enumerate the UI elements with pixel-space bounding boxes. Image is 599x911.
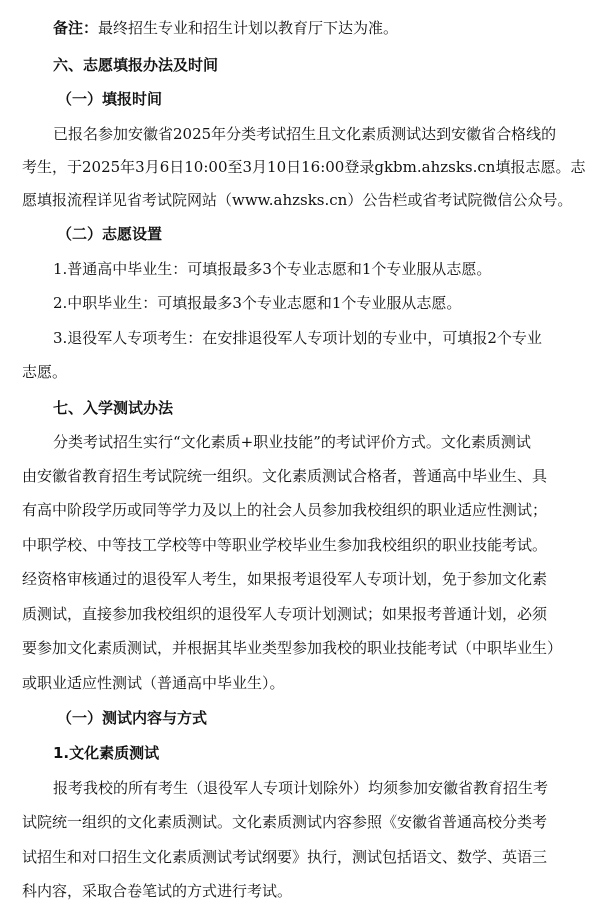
paragraph-line: 经资格审核通过的退役军人考生，如果报考退役军人专项计划，免于参加文化素 [22, 570, 548, 588]
paragraph-line: 有高中阶段学历或同等学力及以上的社会人员参加我校组织的职业适应性测试； [22, 501, 548, 519]
section6-sub1-heading: （一）填报时间 [57, 90, 163, 108]
section7-item1-heading: 1.文化素质测试 [53, 744, 160, 762]
list-item: 2.中职毕业生：可填报最多3个专业志愿和1个专业服从志愿。 [53, 294, 462, 312]
section7-sub1-heading: （一）测试内容与方式 [57, 709, 208, 727]
note-label: 备注： [53, 19, 99, 37]
list-item-continuation: 志愿。 [22, 363, 68, 381]
paragraph-line: 分类考试招生实行“文化素质+职业技能”的考试评价方式。文化素质测试 [53, 433, 531, 451]
section6-heading: 六、志愿填报办法及时间 [53, 56, 219, 74]
paragraph-line: 报考我校的所有考生（退役军人专项计划除外）均须参加安徽省教育招生考 [53, 779, 549, 797]
paragraph-line: 科内容，采取合卷笔试的方式进行考试。 [22, 882, 293, 900]
paragraph-line: 愿填报流程详见省考试院网站（www.ahzsks.cn）公告栏或省考试院微信公众号。 [22, 191, 573, 209]
paragraph-line: 试招生和对口招生文化素质测试考试纲要》执行，测试包括语文、数学、英语三 [22, 848, 548, 866]
paragraph-line: 中职学校、中等技工学校等中等职业学校毕业生参加我校组织的职业技能考试。 [22, 536, 548, 554]
list-item: 3.退役军人专项考生：在安排退役军人专项计划的专业中，可填报2个专业 [53, 329, 542, 347]
list-item: 1.普通高中毕业生：可填报最多3个专业志愿和1个专业服从志愿。 [53, 260, 492, 278]
paragraph-line: 质测试，直接参加我校组织的退役军人专项计划测试；如果报考普通计划，必须 [22, 605, 548, 623]
paragraph-line: 已报名参加安徽省2025年分类考试招生且文化素质测试达到安徽省合格线的 [53, 125, 557, 143]
section6-sub2-heading: （二）志愿设置 [57, 225, 163, 243]
paragraph-line: 由安徽省教育招生考试院统一组织。文化素质测试合格者，普通高中毕业生、具 [22, 467, 548, 485]
paragraph-line: 考生，于2025年3月6日10:00至3月10日16:00登录gkbm.ahzsks.cn填报志愿。志 [22, 158, 586, 176]
paragraph-line: 试院统一组织的文化素质测试。文化素质测试内容参照《安徽省普通高校分类考 [22, 813, 548, 831]
paragraph-line: 或职业适应性测试（普通高中毕业生）。 [22, 674, 285, 692]
section7-heading: 七、入学测试办法 [53, 399, 174, 417]
note-line [53, 18, 398, 38]
paragraph-line: 要参加文化素质测试，并根据其毕业类型参加我校的职业技能考试（中职毕业生） [22, 639, 563, 657]
note-text: 最终招生专业和招生计划以教育厅下达为准。 [98, 19, 399, 37]
